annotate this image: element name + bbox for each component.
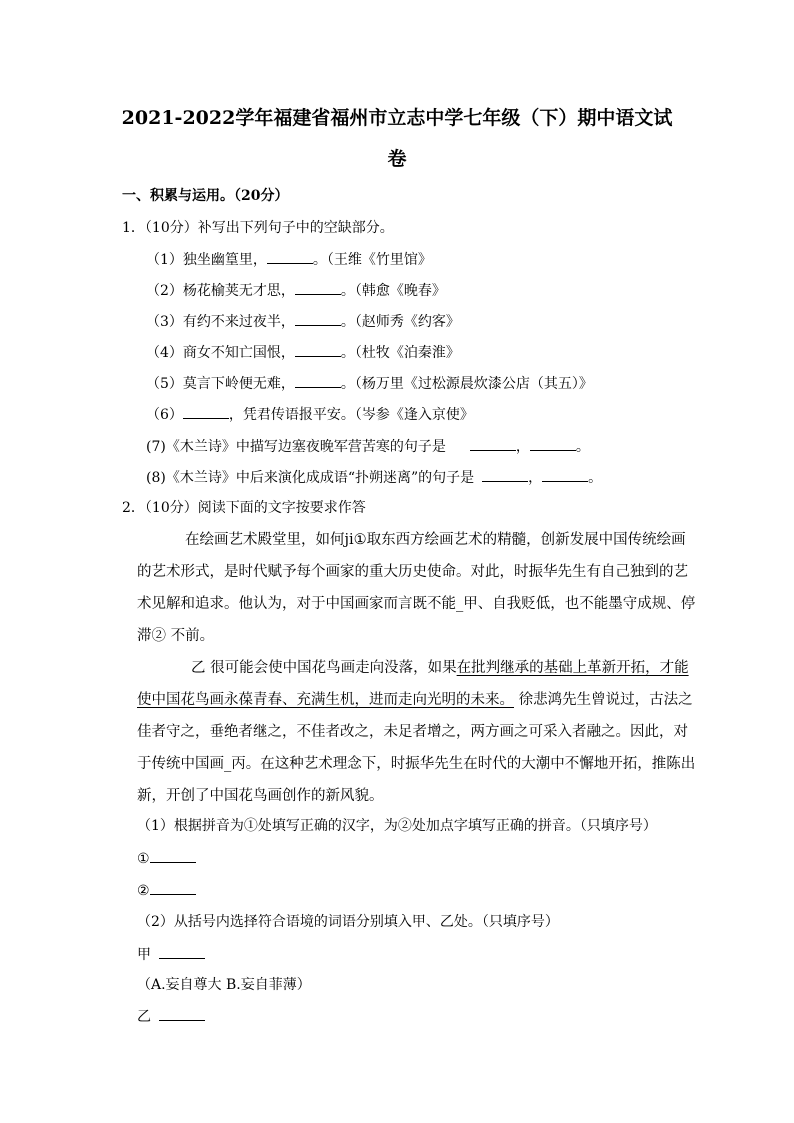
answer-blank[interactable] [295, 280, 341, 295]
q1-item-4: （4）商女不知亡国恨， 。（杜牧《泊秦淮》 [146, 342, 460, 363]
underlined-sentence: 在批判继承的基础上革新开拓，才能 [456, 660, 689, 676]
passage-line: 乙 很可能会使中国花鸟画走向没落，如果在批判继承的基础上革新开拓，才能 [191, 660, 689, 676]
answer-blank[interactable] [183, 404, 229, 419]
answer-blank[interactable] [295, 311, 341, 326]
answer-blank[interactable] [482, 467, 528, 482]
doc-title-line2: 卷 [387, 148, 407, 170]
answer-blank[interactable] [295, 373, 341, 388]
passage-line: 佳者守之，垂绝者继之，不佳者改之，未足者增之，两方画之可采入者融之。因此，对 [137, 724, 688, 740]
answer-blank[interactable] [530, 436, 576, 451]
q1-item-1: （1）独坐幽篁里， 。（王维《竹里馆》 [146, 249, 432, 270]
q2-answer-jia: 甲 [137, 944, 205, 965]
q1-item-2: （2）杨花榆荚无才思， 。（韩愈《晚春》 [146, 280, 446, 301]
answer-blank[interactable] [150, 880, 196, 895]
passage-line: 在绘画艺术殿堂里，如何ji①取东西方绘画艺术的精髓，创新发展中国传统绘画 [185, 532, 686, 548]
answer-blank[interactable] [542, 467, 588, 482]
passage-line: 使中国花鸟画永葆青春、充满生机，进而走向光明的未来。 徐悲鸿先生曾说过，古法之 [137, 692, 693, 708]
q2-answer-yi: 乙 [137, 1006, 205, 1027]
doc-title-line1: 2021-2022学年福建省福州市立志中学七年级（下）期中语文试 [121, 107, 673, 129]
section-heading: 一、积累与运用。（20分） [122, 188, 289, 204]
underlined-sentence: 使中国花鸟画永葆青春、充满生机，进而走向光明的未来。 [137, 692, 514, 708]
q1-item-6: （6） ，凭君传语报平安。（岑参《逢入京使》 [146, 404, 474, 425]
passage-line: 于传统中国画_丙。在这种艺术理念下，时振华先生在时代的大潮中不懈地开拓，推陈出 [137, 756, 696, 772]
q2-stem: 2．（10分）阅读下面的文字按要求作答 [122, 500, 366, 516]
q2-sub1: （1）根据拼音为①处填写正确的汉字，为②处加点字填写正确的拼音。（只填序号） [137, 818, 657, 834]
passage-line: 新，开创了中国花鸟画创作的新风貌。 [137, 788, 384, 804]
passage-line: 滞② 不前。 [137, 628, 215, 644]
answer-blank[interactable] [159, 944, 205, 959]
passage-line: 的艺术形式，是时代赋予每个画家的重大历史使命。对此，时振华先生有自己独到的艺 [137, 564, 688, 580]
q2-options: （A.妄自尊大 B.妄自菲薄） [137, 977, 311, 993]
q1-item-3: （3）有约不来过夜半， 。（赵师秀《约客》 [146, 311, 460, 332]
q1-item-8: (8)《木兰诗》中后来演化成成语“扑朔迷离”的句子是 ， 。 [146, 467, 602, 488]
q2-sub2: （2）从括号内选择符合语境的词语分别填入甲、乙处。（只填序号） [137, 914, 559, 930]
q1-item-5: （5）莫言下岭便无难， 。（杨万里《过松源晨炊漆公店（其五）》 [146, 373, 593, 394]
q1-item-7: (7)《木兰诗》中描写边塞夜晚军营苦寒的句子是 ， 。 [146, 436, 590, 457]
answer-blank[interactable] [267, 249, 313, 264]
passage-line: 术见解和追求。他认为，对于中国画家而言既不能_甲、自我贬低，也不能墨守成规、停 [137, 596, 696, 612]
answer-blank[interactable] [150, 848, 196, 863]
answer-blank[interactable] [159, 1006, 205, 1021]
q1-stem: 1．（10分）补写出下列句子中的空缺部分。 [122, 220, 394, 236]
q2-answer-1: ① [137, 848, 196, 869]
q2-answer-2: ② [137, 880, 196, 901]
answer-blank[interactable] [295, 342, 341, 357]
answer-blank[interactable] [470, 436, 516, 451]
